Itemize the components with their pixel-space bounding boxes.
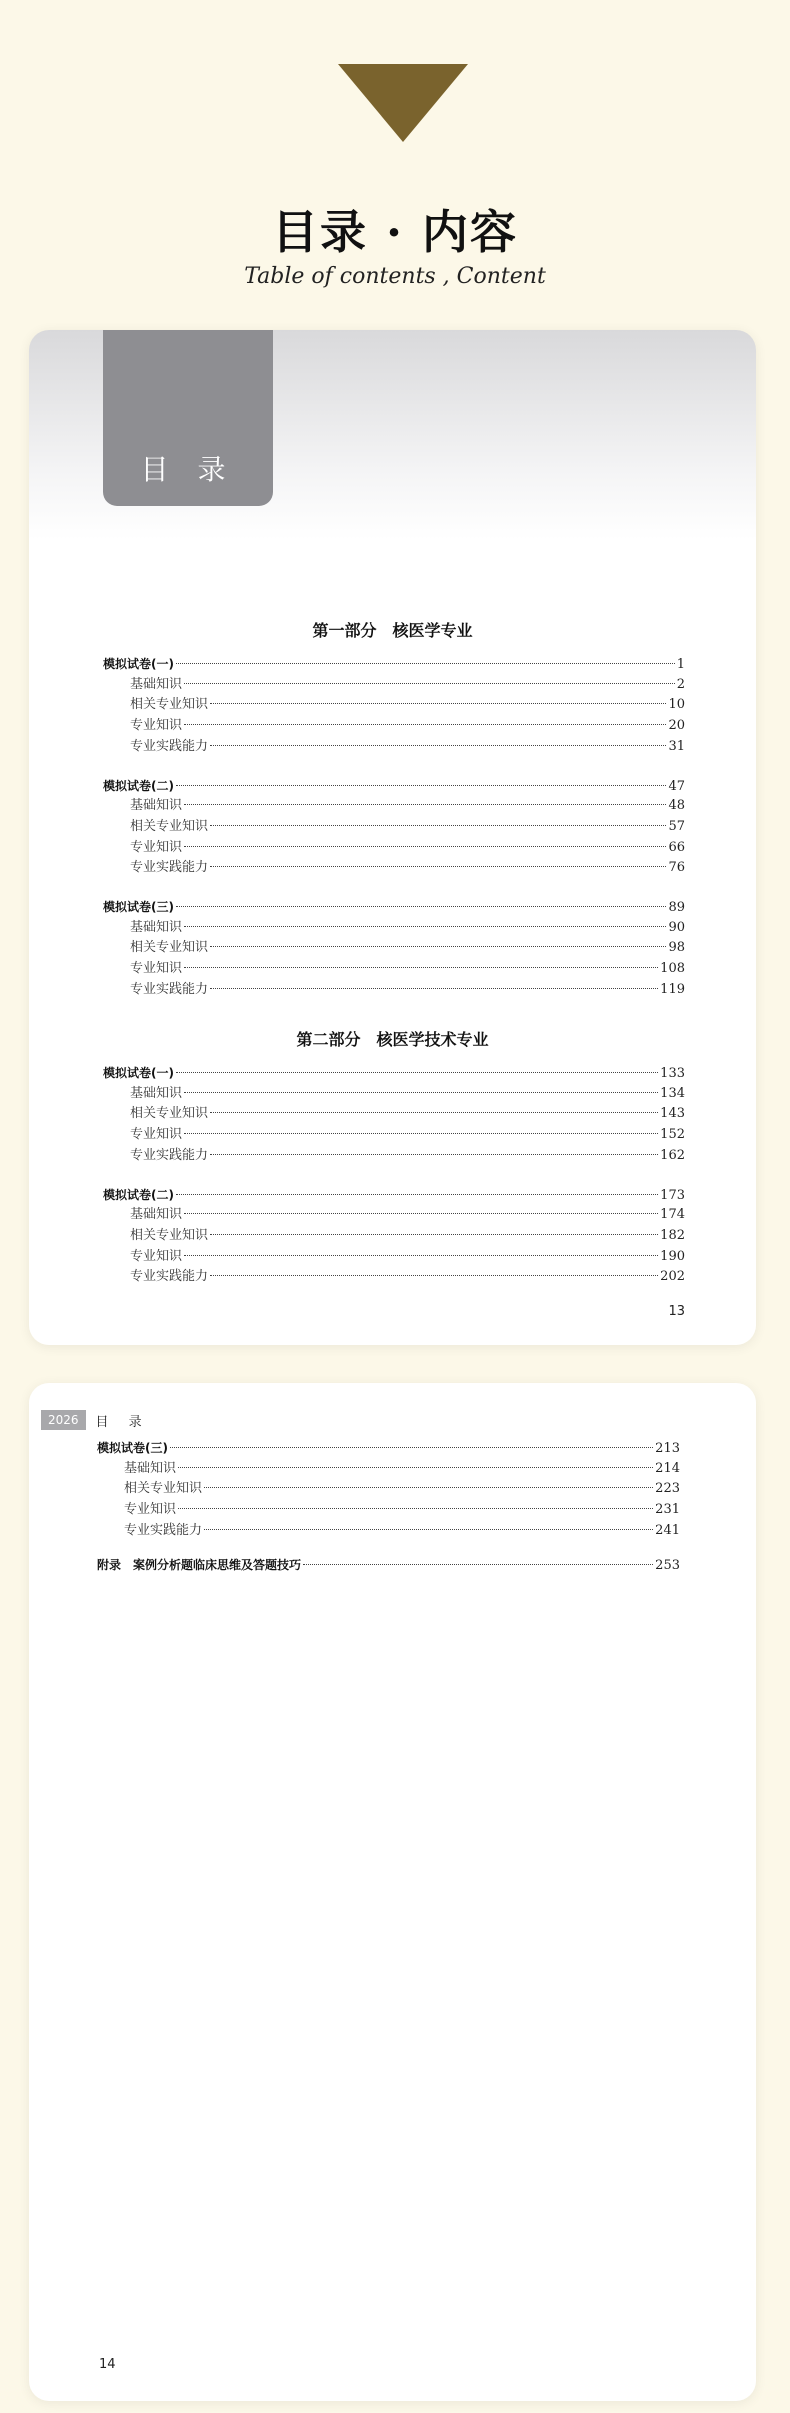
page-number: 13 xyxy=(668,1304,685,1319)
toc-entry-page: 134 xyxy=(660,1085,685,1101)
toc-entry-page: 66 xyxy=(668,839,685,855)
leader-dots xyxy=(170,1447,653,1448)
leader-dots xyxy=(178,1508,653,1509)
toc-entry-page: 152 xyxy=(660,1127,685,1143)
page-number: 14 xyxy=(99,2357,116,2372)
toc-entry-label: 基础知识 xyxy=(130,676,183,692)
toc-subentry xyxy=(124,1479,680,1499)
leader-dots xyxy=(204,1487,653,1488)
toc-entry-label: 基础知识 xyxy=(124,1460,177,1476)
toc-entry-label: 专业知识 xyxy=(130,718,183,734)
toc-entry-label: 基础知识 xyxy=(130,1085,183,1101)
toc-entry xyxy=(103,1063,685,1083)
toc-entry-label: 专业知识 xyxy=(130,1127,183,1143)
toc-entry-page: 2 xyxy=(676,676,685,692)
leader-dots xyxy=(210,825,666,826)
toc-entry-page: 202 xyxy=(660,1269,685,1285)
toc-entry-label: 专业知识 xyxy=(130,961,183,977)
toc-entry-page: 182 xyxy=(660,1227,685,1243)
toc-subentry xyxy=(130,1146,685,1166)
toc-entry-label: 相关专业知识 xyxy=(124,1481,203,1497)
toc-entry-page: 190 xyxy=(660,1248,685,1264)
toc-entry-page: 213 xyxy=(655,1441,680,1456)
toc-page-13 xyxy=(29,330,756,1345)
toc-entry xyxy=(103,897,685,917)
toc-entry-page: 20 xyxy=(668,718,685,734)
leader-dots xyxy=(210,1275,658,1276)
toc-entry-label: 专业知识 xyxy=(124,1502,177,1518)
toc-entry-label: 相关专业知识 xyxy=(130,697,209,713)
leader-dots xyxy=(210,745,666,746)
toc-entry-page: 119 xyxy=(660,981,685,997)
toc-subentry xyxy=(130,918,685,938)
toc-subentry xyxy=(130,1267,685,1287)
toc-entry-page: 162 xyxy=(660,1147,685,1163)
page-subtitle: Table of contents , Content xyxy=(244,264,546,289)
leader-dots xyxy=(210,1234,658,1235)
toc-entry-page: 241 xyxy=(655,1522,680,1538)
toc-subentry xyxy=(130,695,685,715)
toc-subentry xyxy=(130,1125,685,1145)
toc-entry-label: 基础知识 xyxy=(130,919,183,935)
toc-entry-label: 模拟试卷(二) xyxy=(103,1187,174,1202)
toc-entry-label: 附录 案例分析题临床思维及答题技巧 xyxy=(97,1557,302,1572)
toc-subentry xyxy=(130,796,685,816)
toc-entry-label: 专业实践能力 xyxy=(130,1269,209,1285)
toc-entry-page: 174 xyxy=(660,1207,685,1223)
leader-dots xyxy=(184,683,675,684)
toc-tag-label: 目 录 xyxy=(140,453,236,486)
toc-entry-label: 专业实践能力 xyxy=(130,981,209,997)
toc-entry-label: 相关专业知识 xyxy=(130,1106,209,1122)
toc-entry xyxy=(97,1555,680,1575)
leader-dots xyxy=(184,1255,658,1256)
year-badge: 2026 xyxy=(41,1410,86,1430)
toc-entry-page: 223 xyxy=(655,1481,680,1497)
toc-entry-page: 1 xyxy=(676,657,685,672)
toc-page-14 xyxy=(29,1383,756,2401)
leader-dots xyxy=(184,967,658,968)
toc-entry-page: 143 xyxy=(660,1106,685,1122)
toc-entry-page: 10 xyxy=(668,697,685,713)
toc-entry-label: 专业实践能力 xyxy=(130,860,209,876)
toc-entry-label: 模拟试卷(一) xyxy=(103,657,174,671)
toc-entry xyxy=(97,1438,680,1458)
leader-dots xyxy=(210,703,666,704)
running-header xyxy=(41,1410,150,1430)
toc-entry-page: 133 xyxy=(660,1066,685,1081)
toc-tag xyxy=(103,330,273,506)
toc-entry-page: 231 xyxy=(655,1502,680,1518)
toc-entry-label: 模拟试卷(二) xyxy=(103,778,174,793)
toc-entry xyxy=(103,776,685,796)
leader-dots xyxy=(178,1467,653,1468)
toc-entry-label: 相关专业知识 xyxy=(130,940,209,956)
leader-dots xyxy=(184,1133,658,1134)
leader-dots xyxy=(210,946,666,947)
toc-entry-label: 专业实践能力 xyxy=(130,1147,209,1163)
leader-dots xyxy=(176,785,666,786)
toc-entry-label: 模拟试卷(三) xyxy=(103,900,174,914)
toc-entry-page: 98 xyxy=(668,940,685,956)
toc-entry-page: 214 xyxy=(655,1460,680,1476)
page-title: 目录 · 内容 xyxy=(271,205,519,259)
toc-entry-page: 76 xyxy=(668,860,685,876)
toc-entry xyxy=(103,654,685,674)
toc-entry-label: 模拟试卷(三) xyxy=(97,1441,168,1455)
leader-dots xyxy=(210,1154,658,1155)
toc-entry-page: 47 xyxy=(668,778,685,794)
leader-dots xyxy=(210,988,658,989)
toc-entry-label: 专业实践能力 xyxy=(124,1522,203,1538)
leader-dots xyxy=(184,724,666,725)
running-header-label: 目 录 xyxy=(95,1414,150,1430)
toc-entry-page: 108 xyxy=(660,961,685,977)
leader-dots xyxy=(184,1213,658,1214)
leader-dots xyxy=(176,1194,658,1195)
leader-dots xyxy=(184,804,666,805)
toc-entry-page: 90 xyxy=(668,919,685,935)
toc-entry-label: 专业知识 xyxy=(130,839,183,855)
toc-subentry xyxy=(130,1084,685,1104)
toc-entry-page: 48 xyxy=(668,798,685,814)
leader-dots xyxy=(176,906,666,907)
toc-entry-page: 173 xyxy=(660,1187,685,1203)
leader-dots xyxy=(184,926,666,927)
toc-entry-page: 57 xyxy=(668,818,685,834)
toc-entry-label: 专业实践能力 xyxy=(130,738,209,754)
toc-subentry xyxy=(130,675,685,695)
toc-subentry xyxy=(130,737,685,757)
toc-subentry xyxy=(130,959,685,979)
toc-subentry xyxy=(124,1500,680,1520)
leader-dots xyxy=(184,846,666,847)
toc-subentry xyxy=(130,1104,685,1124)
leader-dots xyxy=(210,866,666,867)
toc-entry-label: 基础知识 xyxy=(130,798,183,814)
leader-dots xyxy=(184,1092,658,1093)
leader-dots xyxy=(210,1112,658,1113)
toc-entry-label: 相关专业知识 xyxy=(130,1227,209,1243)
triangle-marker xyxy=(338,64,468,142)
toc-entry-label: 基础知识 xyxy=(130,1207,183,1223)
toc-entry-label: 相关专业知识 xyxy=(130,818,209,834)
toc-subentry xyxy=(130,980,685,1000)
toc-entry-page: 31 xyxy=(668,738,685,754)
toc-entry-label: 专业知识 xyxy=(130,1248,183,1264)
toc-entry-page: 89 xyxy=(668,900,685,915)
toc-entry-page: 253 xyxy=(655,1557,680,1573)
leader-dots xyxy=(176,1072,658,1073)
toc-subentry xyxy=(130,1247,685,1267)
toc-subentry xyxy=(130,817,685,837)
leader-dots xyxy=(176,663,675,664)
section-title: 第一部分 核医学专业 xyxy=(312,621,473,640)
toc-subentry xyxy=(130,938,685,958)
toc-subentry xyxy=(130,716,685,736)
toc-entry xyxy=(103,1185,685,1205)
toc-subentry xyxy=(130,1226,685,1246)
leader-dots xyxy=(303,1564,653,1565)
leader-dots xyxy=(204,1529,653,1530)
toc-subentry xyxy=(130,1205,685,1225)
section-title: 第二部分 核医学技术专业 xyxy=(296,1030,489,1049)
toc-subentry xyxy=(130,838,685,858)
toc-subentry xyxy=(130,858,685,878)
toc-entry-label: 模拟试卷(一) xyxy=(103,1066,174,1080)
toc-subentry xyxy=(124,1459,680,1479)
toc-subentry xyxy=(124,1521,680,1541)
